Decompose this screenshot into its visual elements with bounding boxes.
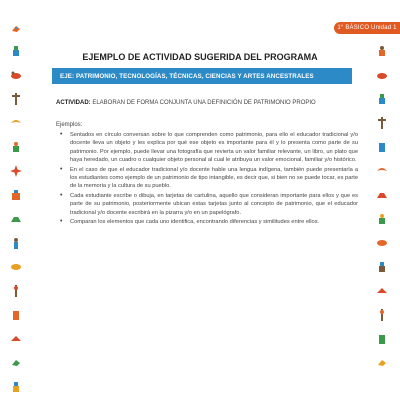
axis-banner: EJE: PATRIMONIO, TECNOLOGÍAS, TÉCNICAS, CIENCIAS Y ARTES ANCESTRALES (52, 68, 352, 84)
examples-list (56, 131, 358, 226)
figure-icon (10, 44, 22, 56)
totem-icon (376, 308, 388, 320)
totem-icon (376, 116, 388, 128)
list-item: • Sentados en círculo conversan sobre lo que comprenden como patrimonio, para ello el educador tradicional y/o docente lleva un objeto y les explica por qué ese objeto es importante para él y lo presenta como parte de su patrimonio. Por ejemplo, puede llevar una fotografía que revierta un valor familiar relevante, un libro, un plato que haya heredado, un cuadro o cualquier objeto personal al cual le atribuya un valor emocional, familiar y/o histórico. (56, 131, 358, 165)
list-item: • Comparan los elementos que cada uno identifica, encontrando diferencias y similitudes entre ellos. (56, 218, 358, 226)
animal-icon (376, 68, 388, 80)
activity-text: ELABORAN DE FORMA CONJUNTA UNA DEFINICIÓN DE PATRIMONIO PROPIO (90, 100, 316, 106)
animal-icon (376, 236, 388, 248)
examples-label: Ejemplos: (56, 122, 83, 128)
left-icon-border (10, 18, 26, 400)
figure-icon (376, 212, 388, 224)
figure-icon (376, 332, 388, 344)
animal-icon (376, 284, 388, 296)
totem-icon (10, 92, 22, 104)
activity-label: ACTIVIDAD: (56, 100, 91, 106)
figure-icon (10, 140, 22, 152)
figure-icon (10, 236, 22, 248)
bird-icon (10, 22, 22, 34)
figure-icon (376, 92, 388, 104)
figure-icon (376, 260, 388, 272)
star-icon (10, 164, 22, 176)
figure-icon (10, 380, 22, 392)
animal-icon (376, 188, 388, 200)
animal-icon (10, 68, 22, 80)
bird-icon (10, 116, 22, 128)
animal-icon (10, 260, 22, 272)
animal-icon (10, 332, 22, 344)
page-title: EJEMPLO DE ACTIVIDAD SUGERIDA DEL PROGRAMA (82, 52, 318, 62)
figure-icon (10, 308, 22, 320)
bird-icon (376, 164, 388, 176)
list-item: • Cada estudiante escribe o dibuja, en tarjetas de cartulina, aquello que consideran importante para ellos y que es parte de su patrimonio, posteriormente ubican estas tarjetas junto al concepto de patrimonio, que el educador tradicional y/o docente escribirá en la pizarra y/o en un papelógrafo. (56, 192, 358, 217)
activity-line (56, 100, 356, 106)
totem-icon (10, 284, 22, 296)
bird-icon (10, 356, 22, 368)
list-item: • En el caso de que el educador tradicional y/o docente hable una lengua indígena, también puede presentarla a los estudiantes como ejemplo de un patrimonio de tipo intangible, es decir que, si bien no se puede tocar, es parte de la memoria y la cultura de su pueblo. (56, 166, 358, 191)
bird-icon (376, 356, 388, 368)
right-icon-border (376, 44, 392, 400)
figure-icon (10, 188, 22, 200)
animal-icon (10, 212, 22, 224)
figure-icon (376, 140, 388, 152)
figure-icon (376, 44, 388, 56)
unit-tab: 1° BÁSICO Unidad 1 (334, 22, 400, 34)
